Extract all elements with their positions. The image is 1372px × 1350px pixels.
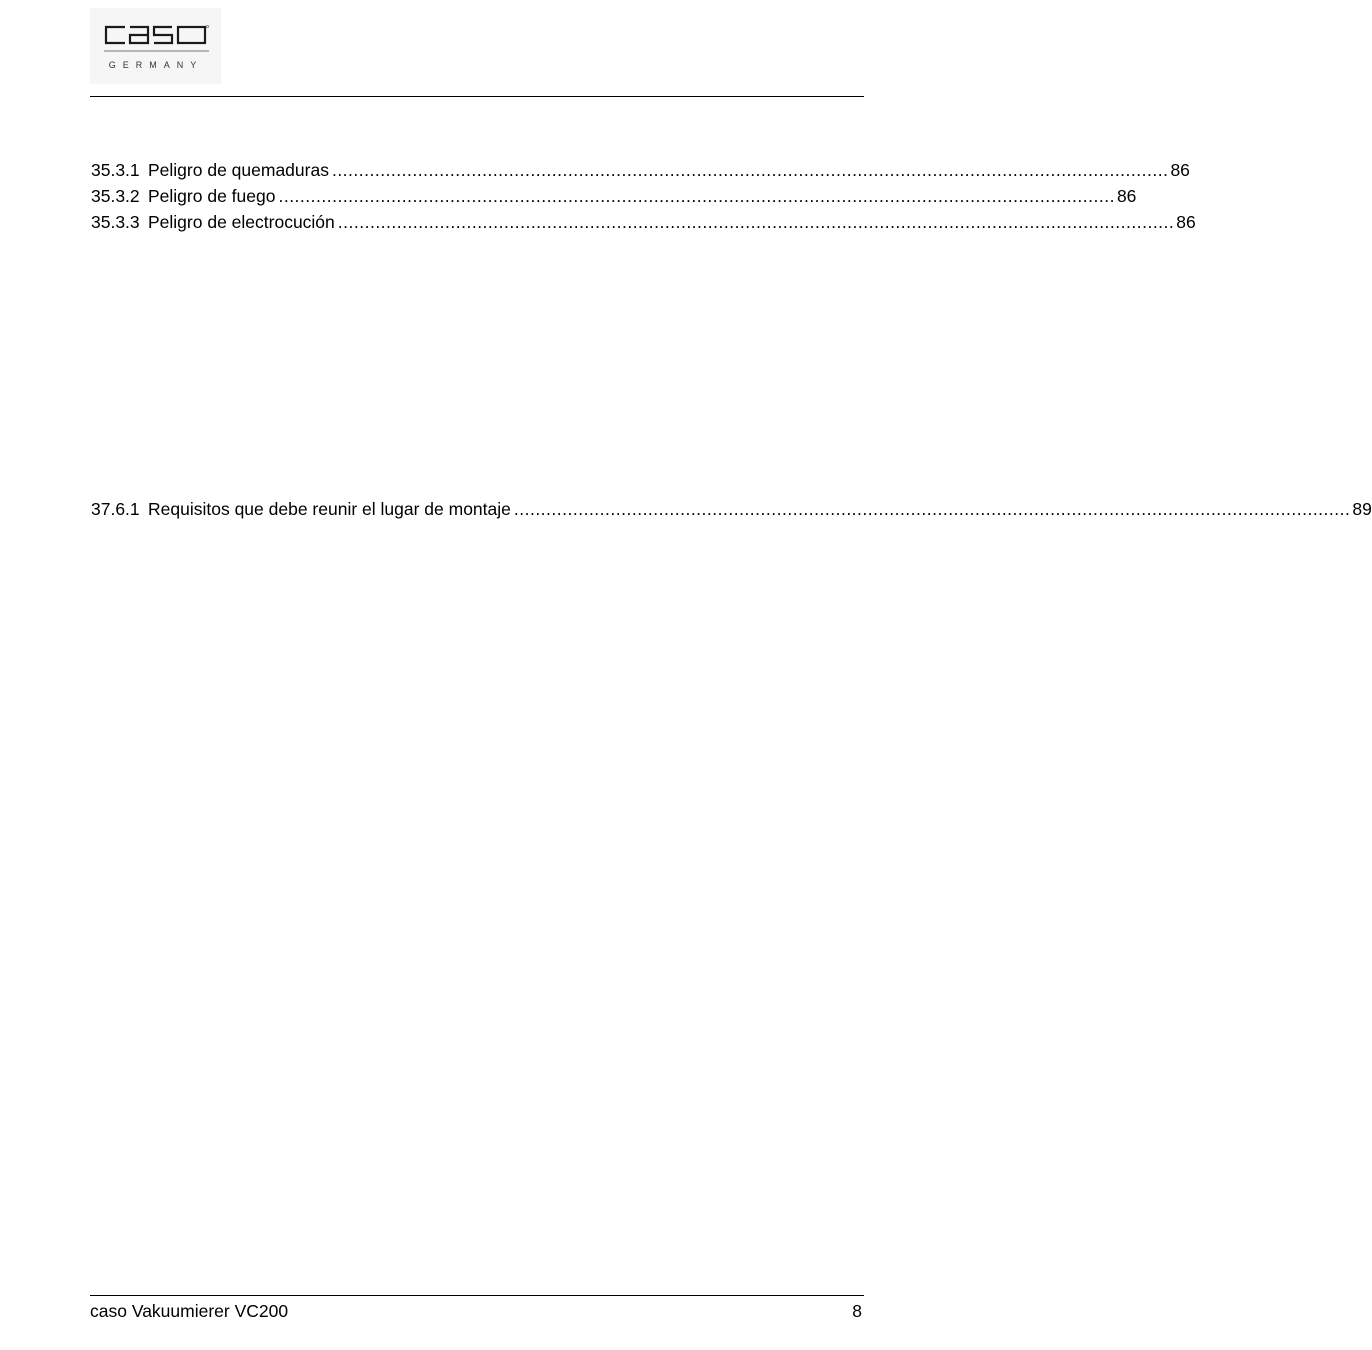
footer-rule	[90, 1295, 864, 1296]
toc-entry-number: 35.3.2	[91, 186, 140, 206]
toc-entry-title: Peligro de electrocución	[148, 212, 335, 232]
caso-logo-graphic	[90, 8, 221, 84]
toc-entry-title: Requisitos que debe reunir el lugar de montaje	[148, 499, 511, 519]
toc-dot-leader: ............................................................................................................................................................	[278, 186, 1115, 206]
toc-entry-number: 35.3.3	[91, 212, 140, 232]
toc-dot-leader: ............................................................................................................................................................	[337, 212, 1175, 232]
svg-text:GERMANY: GERMANY	[108, 60, 204, 70]
toc-entry-title: Peligro de quemaduras	[148, 160, 329, 180]
toc-entry-number: 35.3.1	[91, 160, 140, 180]
toc-entry[interactable]	[91, 498, 1372, 520]
footer-document-title: caso Vakuumierer VC200	[90, 1301, 289, 1321]
toc-entry-page: 86	[1116, 186, 1137, 206]
toc-entry[interactable]	[91, 211, 1196, 233]
caso-logo	[90, 8, 221, 84]
toc-dot-leader: ............................................................................................................................................................	[331, 160, 1169, 180]
toc-entry-page: 86	[1176, 212, 1196, 232]
header-rule	[90, 96, 864, 97]
toc-entry[interactable]	[91, 159, 1190, 181]
toc-dot-leader: ............................................................................................................................................................	[513, 499, 1351, 519]
toc-entry-page: 89	[1352, 499, 1372, 519]
toc-entry-page: 86	[1170, 160, 1190, 180]
toc-entry-number: 37.6.1	[91, 499, 140, 519]
footer-page-number: 8	[852, 1301, 862, 1321]
toc-entry[interactable]	[91, 185, 1137, 207]
toc-entry-title: Peligro de fuego	[148, 186, 276, 206]
